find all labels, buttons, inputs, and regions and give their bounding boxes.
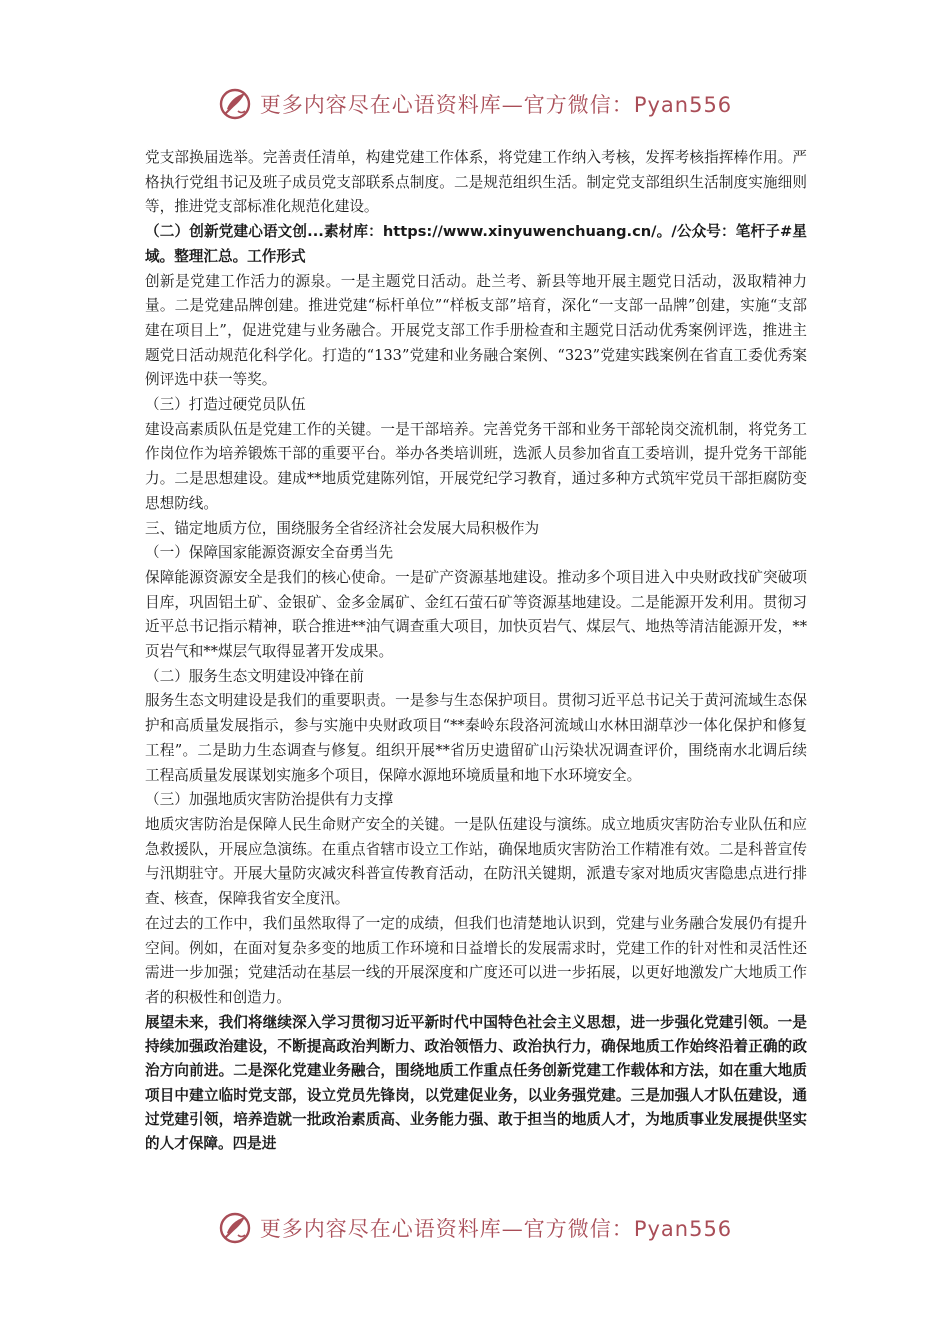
paragraph: 在过去的工作中，我们虽然取得了一定的成绩，但我们也清楚地认识到，党建与业务融合发展仍有提升空间。例如，在面对复杂多变的地质工作环境和日益增长的发展需求时，党建工作的针对性和灵活性还需进一步加强；党建活动在基层一线的开展深度和广度还可以进一步拓展，以更好地激发广大地质工作者的积极性和创造力。 [145, 914, 807, 1006]
paragraph: 地质灾害防治是保障人民生命财产安全的关键。一是队伍建设与演练。成立地质灾害防治专业队伍和应急救援队，开展应急演练。在重点省辖市设立工作站，确保地质灾害防治工作精准有效。二是科普宣传与汛期驻守。开展大量防灾减灾科普宣传教育活动，在防汛关键期，派遣专家对地质灾害隐患点进行排查、核查，保障我省安全度汛。 [145, 815, 807, 908]
paragraph: 服务生态文明建设是我们的重要职责。一是参与生态保护项目。贯彻习近平总书记关于黄河流域生态保护和高质量发展指示，参与实施中央财政项目“**秦岭东段洛河流域山水林田湖草沙一体化保护和修复工程”。二是助力生态调查与修复。组织开展**省历史遗留矿山污染状况调查评价，围绕南水北调后续工程高质量发展谋划实施多个项目，保障水源地环境质量和地下水环境安全。 [145, 692, 807, 784]
section-heading: （三）加强地质灾害防治提供有力支撑 [145, 791, 394, 809]
pen-leaf-logo-icon [218, 1211, 252, 1245]
paragraph: 党支部换届选举。完善责任清单，构建党建工作体系，将党建工作纳入考核，发挥考核指挥棒作用。严格执行党组书记及班子成员党支部联系点制度。二是规范组织生活。制定党支部组织生活制度实施细则等，推进党支部标准化规范化建设。 [145, 149, 807, 216]
paragraph: 建设高素质队伍是党建工作的关键。一是干部培养。完善党务干部和业务干部轮岗交流机制，将党务工作岗位作为培养锻炼干部的重要平台。举办各类培训班，选派人员参加省直工委培训，提升党务干部能力。二是思想建设。建成**地质党建陈列馆，开展党纪学习教育，通过多种方式筑牢党员干部拒腐防变思想防线。 [145, 420, 807, 512]
section-heading: （三）打造过硬党员队伍 [145, 396, 306, 414]
paragraph: 创新是党建工作活力的源泉。一是主题党日活动。赴兰考、新县等地开展主题党日活动，汲取精神力量。二是党建品牌创建。推进党建“标杆单位”“样板支部”培育，深化“一支部一品牌”创建，实施“支部建在项目上”，促进党建与业务融合。开展党支部工作手册检查和主题党日活动优秀案例评选，推进主题党日活动规范化科学化。打造的“133”党建和业务融合案例、“323”党建实践案例在省直工委优秀案例评选中获一等奖。 [145, 272, 807, 389]
pen-leaf-logo-icon [218, 87, 252, 121]
document-body [145, 146, 807, 1156]
banner-text: 更多内容尽在心语资料库—官方微信：Pyan556 [259, 93, 733, 117]
section-heading: （一）保障国家能源资源安全奋勇当先 [145, 544, 394, 562]
section-heading: （二）服务生态文明建设冲锋在前 [145, 667, 364, 685]
paragraph: 展望未来，我们将继续深入学习贯彻习近平新时代中国特色社会主义思想，进一步强化党建引领。一是持续加强政治建设，不断提高政治判断力、政治领悟力、政治执行力，确保地质工作始终沿着正确的政治方向前进。二是深化党建业务融合，围绕地质工作重点任务创新党建工作载体和方法，如在重大地质项目中建立临时党支部，设立党员先锋岗，以党建促业务，以业务强党建。三是加强人才队伍建设，通过党建引领，培养造就一批政治素质高、业务能力强、敢于担当的地质人才，为地质事业发展提供坚实的人才保障。四是进 [145, 1013, 807, 1153]
footer-banner [0, 1208, 950, 1248]
header-banner [0, 84, 950, 124]
paragraph: 保障能源资源安全是我们的核心使命。一是矿产资源基地建设。推动多个项目进入中央财政找矿突破项目库，巩固铝土矿、金银矿、金多金属矿、金红石萤石矿等资源基地建设。二是能源开发利用。贯彻习近平总书记指示精神，联合推进**油气调查重大项目，加快页岩气、煤层气、地热等清洁能源开发，**页岩气和**煤层气取得显著开发成果。 [145, 568, 807, 661]
section-heading: （二）创新党建心语文创...素材库：https://www.xinyuwenchuang.cn/。/公众号：笔杆子#星域。整理汇总。工作形式 [145, 223, 807, 265]
banner-text: 更多内容尽在心语资料库—官方微信：Pyan556 [259, 1217, 733, 1241]
chapter-heading: 三、锚定地质方位，围绕服务全省经济社会发展大局积极作为 [145, 519, 540, 537]
